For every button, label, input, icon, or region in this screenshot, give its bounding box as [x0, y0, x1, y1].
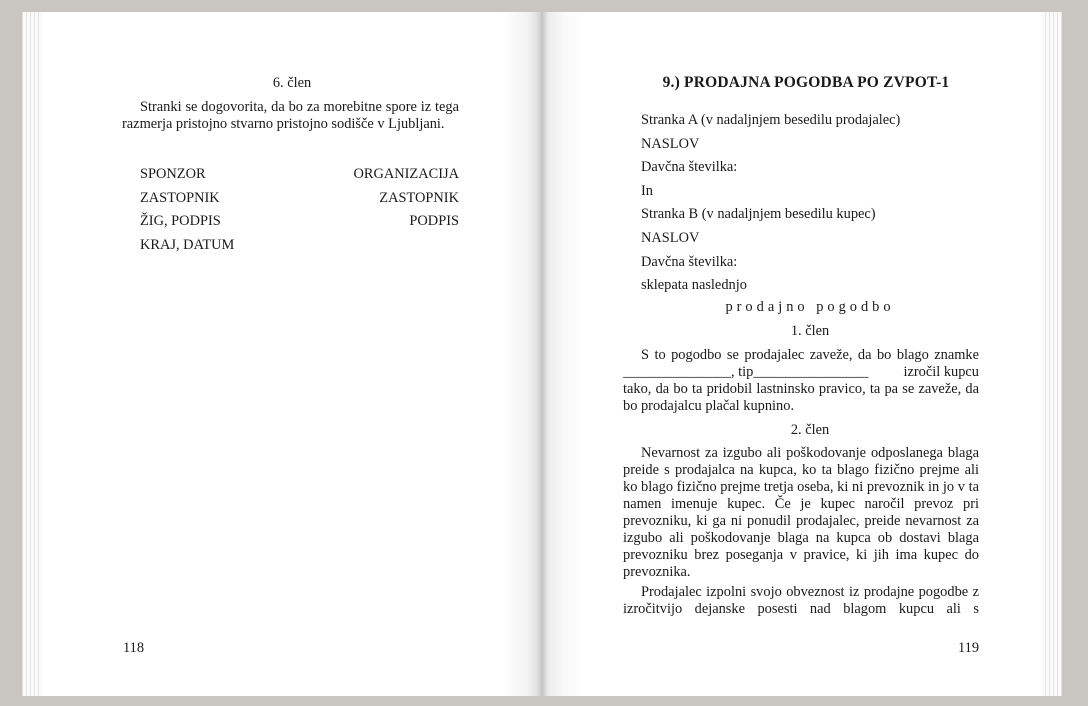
- signature-label: ZASTOPNIK: [140, 189, 220, 206]
- party-line: Stranka B (v nadaljnjem besedilu kupec): [641, 206, 876, 223]
- book-gutter: [536, 12, 548, 696]
- blank-type: ________________: [753, 364, 869, 380]
- article-2-para2: Prodajalec izpolni svojo obveznost iz prodajne pogodbe z izročitvijo dejanske posesti nad blagom kupcu ali s: [623, 584, 979, 617]
- signature-label: ORGANIZACIJA: [353, 166, 459, 182]
- party-line: NASLOV: [641, 229, 700, 246]
- left-page: [22, 12, 541, 696]
- party-line: In: [641, 182, 653, 199]
- blank-brand: _______________: [623, 364, 731, 380]
- signature-block-right: [302, 163, 459, 234]
- article-1-rest: tako, da bo ta pridobil lastninsko pravico, ta pa se zaveže, da bo prodajalcu plačal kupnino.: [623, 381, 979, 414]
- party-line: Davčna številka:: [641, 253, 738, 270]
- signature-label: ŽIG, PODPIS: [140, 213, 221, 230]
- parties-list: [641, 109, 900, 298]
- party-line: Stranka A (v nadaljnjem besedilu prodajalec): [641, 112, 901, 128]
- article-1-end-text: izročil kupcu: [903, 364, 979, 380]
- signature-label: PODPIS: [409, 213, 459, 230]
- page-number-left: 118: [123, 640, 145, 656]
- article-2-title: 2. člen: [790, 422, 830, 438]
- page-number-right: 119: [958, 640, 980, 656]
- signature-label: ZASTOPNIK: [379, 189, 459, 206]
- party-line: NASLOV: [641, 135, 700, 152]
- party-line: sklepata naslednjo: [641, 277, 747, 294]
- article-1-mid-text: , tip: [730, 364, 754, 380]
- party-line: Davčna številka:: [641, 159, 738, 176]
- article-1-line1: S to pogodbo se prodajalec zaveže, da bo blago znamke: [641, 347, 979, 363]
- right-page: [541, 12, 1062, 696]
- page-edge-left: [22, 12, 42, 696]
- article-6-text: Stranki se dogovorita, da bo za morebitne spore iz tega razmerja pristojno stvarno pristojno sodišče v Ljubljani.: [122, 99, 459, 132]
- signature-label: SPONZOR: [140, 166, 206, 182]
- contract-heading: 9.) PRODAJNA POGODBA PO ZVPOT-1: [662, 74, 950, 91]
- article-1-line2: [623, 364, 979, 381]
- article-1-title: 1. člen: [790, 323, 830, 339]
- signature-block-left: [140, 163, 234, 257]
- page-edge-right: [1042, 12, 1062, 696]
- contract-title: prodajno pogodbo: [725, 299, 895, 315]
- article-1-text: [623, 347, 979, 415]
- signature-label: KRAJ, DATUM: [140, 236, 235, 253]
- book-spread: [22, 12, 1062, 696]
- article-6-title: 6. člen: [272, 75, 312, 91]
- article-2-para1: Nevarnost za izgubo ali poškodovanje odposlanega blaga preide s prodajalca na kupca, ko ta blago fizično prejme ali ko blago fizično prejme tretja oseba, ki ni prevoznik in jo v ta namen imenuje kupec. Če je kupec naročil prevoz pri prevozniku, ki ga ni ponudil prodajalec, preide nevarnost za izgubo ali poškodovanje blaga na kupca ob dostavi blaga prevozniku brez poseganja v pravice, ki jih ima kupec do prevoznika.: [623, 445, 979, 580]
